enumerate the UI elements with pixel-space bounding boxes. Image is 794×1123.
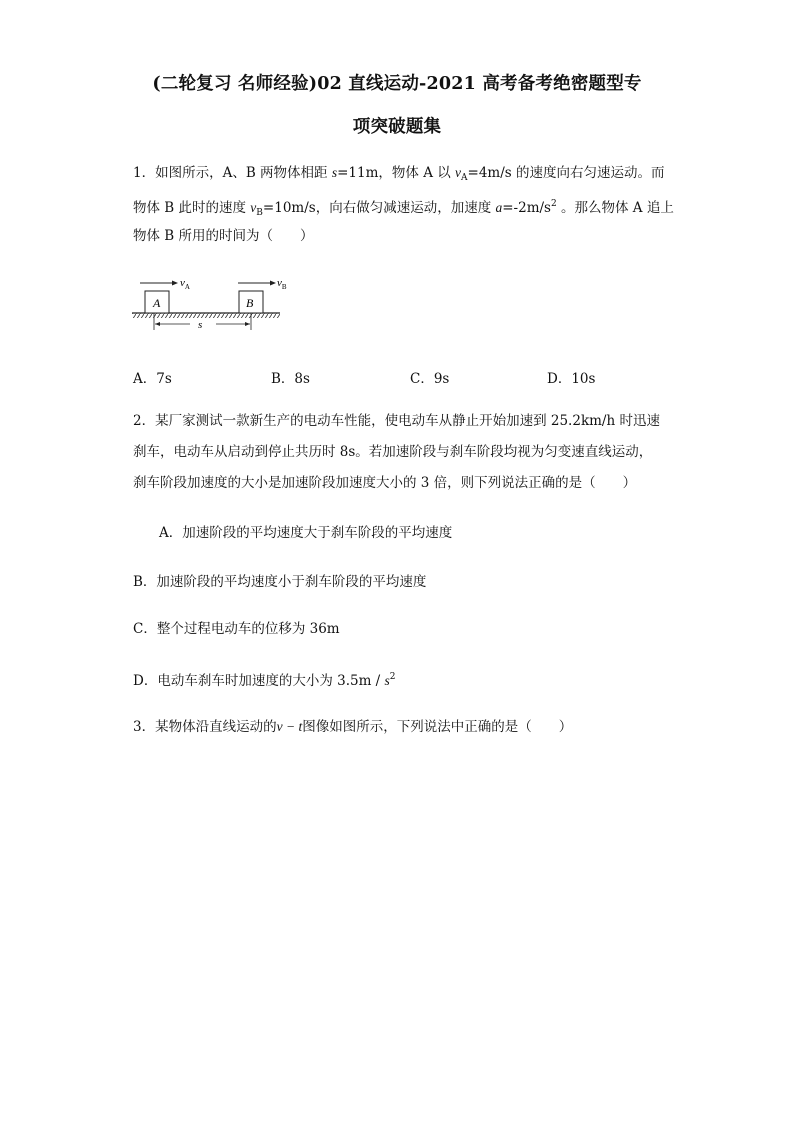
svg-text:vB: $v_B$: [277, 277, 287, 291]
question-1-line-3: 物体 B 所用的时间为（ ）: [133, 228, 314, 244]
question-1-line-1: 1．如图所示，A、B 两物体相距 s=11m，物体 A 以 $v_A=4m/s$ 的速度向右匀速运动。而: [133, 165, 665, 183]
question-1-option-a: A．7s: [133, 371, 172, 387]
page-title-line-2: 项突破题集: [352, 117, 442, 137]
question-3-line-1: 3．某物体沿直线运动的v − t图像如图所示，下列说法中正确的是（ ）: [133, 719, 573, 735]
question-1-line-2: 物体 B 此时的速度 $v_B=10m/s$，向右做匀减速运动，加速度 $a=-2m/s^2$ 。那么物体 A 追上: [133, 199, 674, 218]
velocity-arrow-a: [140, 277, 190, 291]
svg-text:vA: $v_A$: [180, 277, 190, 291]
question-1-option-d: D．10s: [547, 371, 596, 387]
question-1-option-c: C．9s: [410, 371, 450, 387]
question-2-line-1: 2．某厂家测试一款新生产的电动车性能，使电动车从静止开始加速到 25.2km/h 时迅速: [133, 413, 660, 429]
page-title-line-1: (二轮复习 名师经验)02 直线运动-2021 高考备考绝密题型专: [152, 74, 642, 94]
question-2-option-c: C．整个过程电动车的位移为 36m: [133, 621, 340, 637]
box-b: [239, 291, 263, 313]
box-a: [145, 291, 169, 313]
question-1-option-b: B．8s: [271, 371, 310, 387]
question-2-option-d: D．电动车刹车时加速度的大小为 $3.5m / s^2$: [133, 672, 396, 689]
velocity-arrow-b: [238, 277, 287, 291]
question-2-option-b: B．加速阶段的平均速度小于刹车阶段的平均速度: [133, 574, 427, 590]
question-2-option-a: A．加速阶段的平均速度大于刹车阶段的平均速度: [159, 525, 453, 541]
svg-text:s: s: [198, 319, 203, 331]
question-2-line-3: 刹车阶段加速度的大小是加速阶段加速度大小的 3 倍，则下列说法正确的是（ ）: [133, 475, 637, 491]
question-2-line-2: 刹车，电动车从启动到停止共历时 8s。若加速阶段与刹车阶段均视为匀变速直线运动，: [133, 444, 653, 460]
svg-text:A: A: [153, 296, 161, 310]
svg-text:B: B: [246, 296, 254, 310]
question-1-figure: [128, 272, 288, 334]
